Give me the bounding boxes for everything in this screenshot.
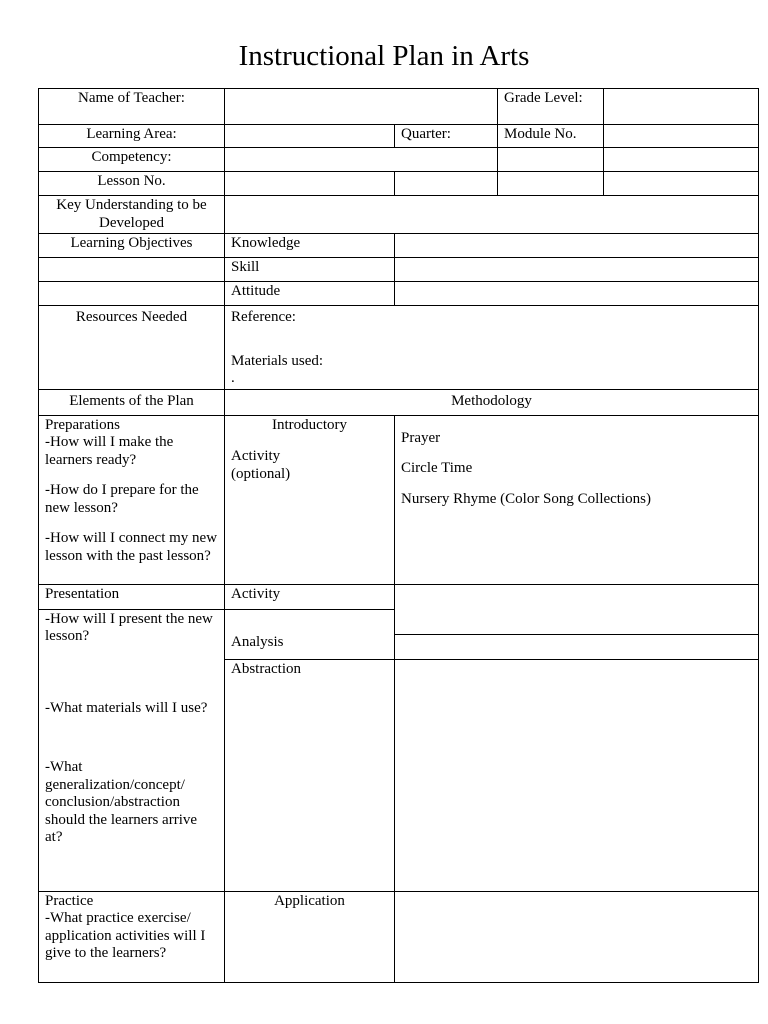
page-title: Instructional Plan in Arts <box>238 40 530 72</box>
resources-needed-label: Resources Needed <box>39 306 225 390</box>
practice-cell <box>39 891 225 982</box>
practice-q1: -What practice exercise/ application activities will I give to the learners? <box>45 910 206 961</box>
learning-area-field[interactable] <box>225 125 395 148</box>
knowledge-label: Knowledge <box>225 234 395 258</box>
module-no-label: Module No. <box>498 125 604 148</box>
skill-label: Skill <box>225 258 395 282</box>
skill-field[interactable] <box>395 258 759 282</box>
preparations-q3: -How will I connect my new lesson with the past lesson? <box>45 530 218 564</box>
application-field[interactable] <box>395 891 759 982</box>
methodology-header: Methodology <box>225 389 759 415</box>
materials-used-label: Materials used: <box>231 352 324 369</box>
lesson-no-field[interactable] <box>225 172 395 196</box>
presentation-questions <box>39 609 225 891</box>
learning-area-label: Learning Area: <box>39 125 225 148</box>
knowledge-field[interactable] <box>395 234 759 258</box>
abstraction-field[interactable] <box>395 659 759 891</box>
reference-label: Reference: <box>231 309 296 325</box>
practice-heading: Practice <box>45 892 94 909</box>
resources-cell[interactable] <box>225 306 759 390</box>
grade-level-label: Grade Level: <box>498 89 604 125</box>
lesson-no-cell-3[interactable] <box>498 172 604 196</box>
introductory-label: Introductory <box>272 416 347 433</box>
materials-dot: . <box>231 370 235 386</box>
abstraction-label: Abstraction <box>231 660 301 677</box>
name-of-teacher-field[interactable] <box>225 89 498 125</box>
preparations-q2: -How do I prepare for the new lesson? <box>45 482 199 516</box>
introductory-content[interactable] <box>395 415 759 584</box>
attitude-label: Attitude <box>225 282 395 306</box>
key-understanding-field[interactable] <box>225 196 759 234</box>
lesson-no-label: Lesson No. <box>39 172 225 196</box>
learning-objectives-label: Learning Objectives <box>39 234 225 258</box>
intro-item-nursery-rhyme: Nursery Rhyme (Color Song Collections) <box>401 490 651 507</box>
preparations-q1: -How will I make the learners ready? <box>45 434 174 468</box>
plan-table <box>38 88 759 983</box>
name-of-teacher-label: Name of Teacher: <box>39 89 225 125</box>
competency-cell-3[interactable] <box>604 148 759 172</box>
activity-field[interactable] <box>395 584 759 634</box>
lesson-no-cell-2[interactable] <box>395 172 498 196</box>
quarter-label: Quarter: <box>395 125 498 148</box>
competency-field[interactable] <box>225 148 498 172</box>
introductory-cell <box>225 415 395 584</box>
presentation-q2: -What materials will I use? <box>45 699 208 716</box>
analysis-label: Analysis <box>231 634 284 650</box>
preparations-cell <box>39 415 225 584</box>
preparations-heading: Preparations <box>45 416 120 433</box>
grade-level-field[interactable] <box>604 89 759 125</box>
competency-label: Competency: <box>39 148 225 172</box>
intro-item-prayer: Prayer <box>401 429 441 446</box>
intro-item-circle-time: Circle Time <box>401 460 473 476</box>
key-understanding-label: Key Understanding to be Developed <box>39 196 225 234</box>
presentation-q1: -How will I present the new lesson? <box>45 610 213 644</box>
objectives-blank-2 <box>39 282 225 306</box>
activity-optional-label: Activity (optional) <box>231 448 291 482</box>
lesson-no-cell-4[interactable] <box>604 172 759 196</box>
competency-cell-2[interactable] <box>498 148 604 172</box>
objectives-blank-1 <box>39 258 225 282</box>
presentation-heading: Presentation <box>39 584 225 609</box>
activity-label: Activity <box>225 584 395 609</box>
analysis-field-top[interactable] <box>395 634 759 659</box>
analysis-abstraction-cell <box>225 659 395 891</box>
attitude-field[interactable] <box>395 282 759 306</box>
module-no-field[interactable] <box>604 125 759 148</box>
application-label: Application <box>225 891 395 982</box>
elements-of-plan-header: Elements of the Plan <box>39 389 225 415</box>
presentation-q3: -What generalization/concept/ conclusion/abstraction should the learners arrive at? <box>45 759 198 845</box>
